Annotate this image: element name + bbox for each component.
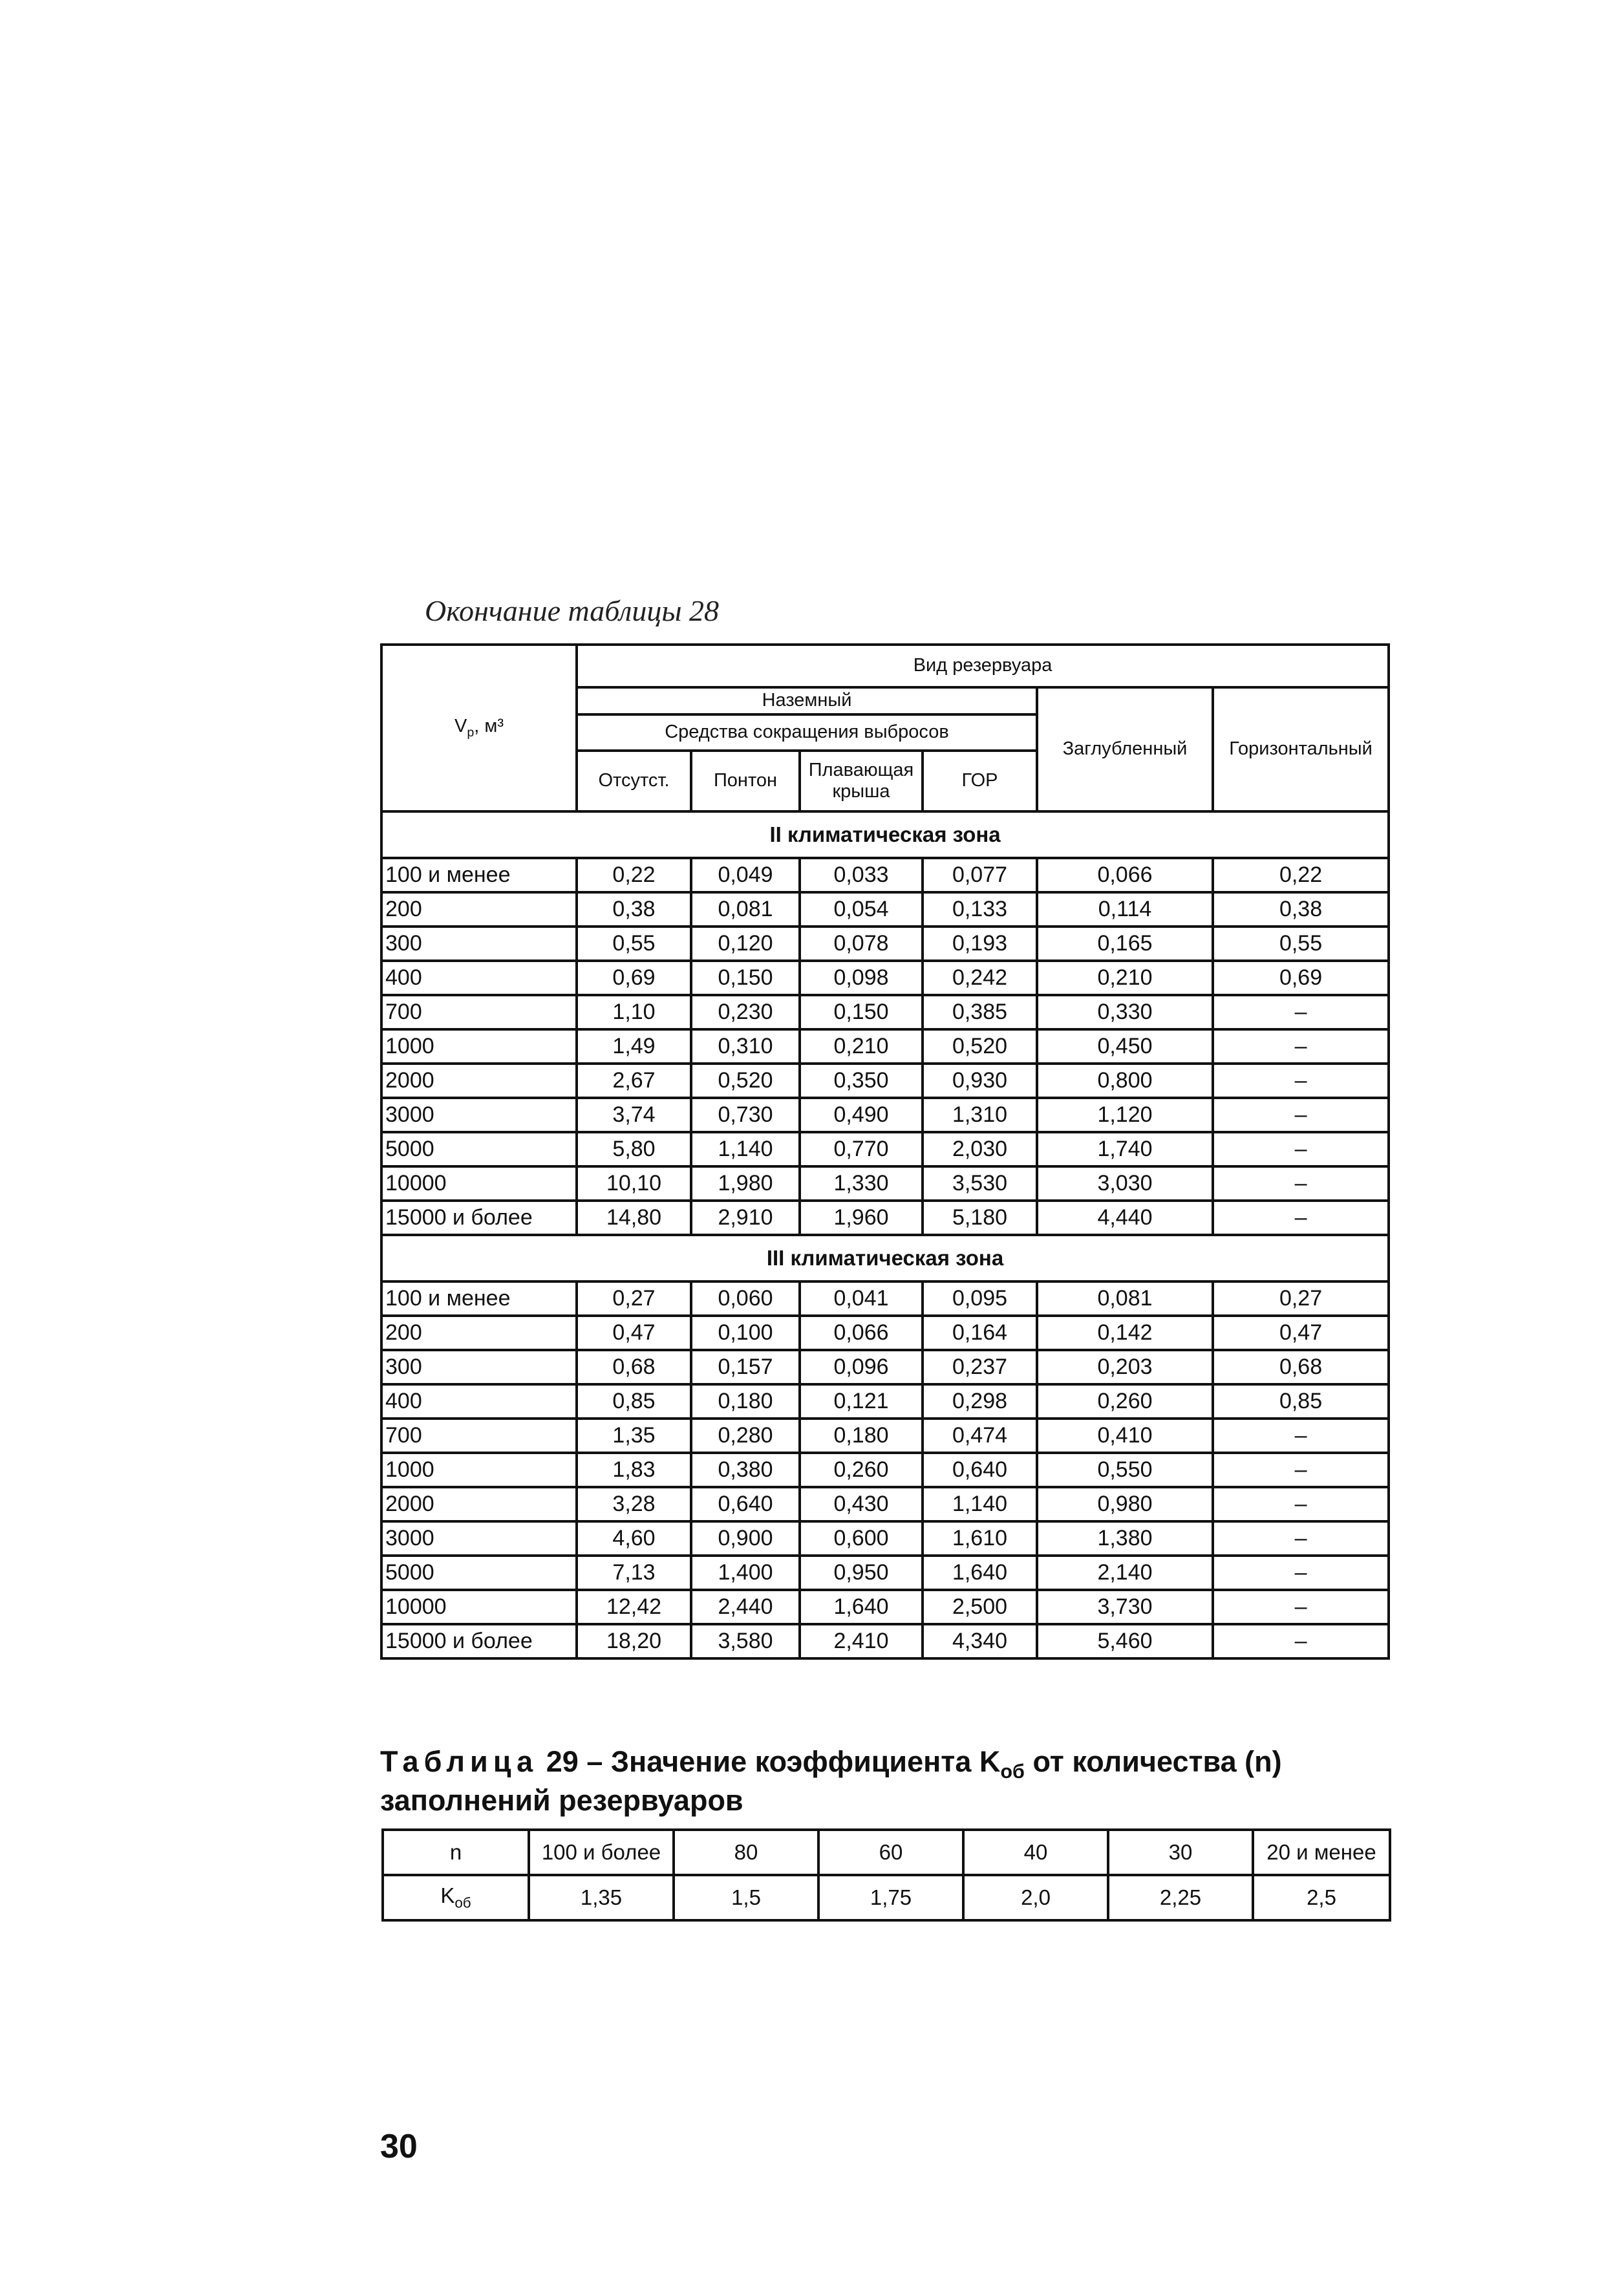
- cell: 0,054: [800, 892, 923, 927]
- cell: 2,25: [1108, 1875, 1253, 1920]
- row-label: 400: [381, 1384, 577, 1419]
- cell: –: [1213, 1098, 1389, 1132]
- cell: 0,230: [691, 995, 800, 1029]
- cell: 0,600: [800, 1521, 923, 1556]
- table-row: [381, 1453, 1389, 1487]
- table-29-title: 29 – Значение коэффициента K: [538, 1745, 1001, 1778]
- cell: –: [1213, 1521, 1389, 1556]
- cell: 2,140: [1037, 1556, 1213, 1590]
- table-28: [380, 643, 1390, 1660]
- cell: 1,330: [800, 1166, 923, 1201]
- cell: 3,74: [577, 1098, 691, 1132]
- zone-header-row: [381, 811, 1389, 858]
- cell: 30: [1108, 1830, 1253, 1875]
- cell: –: [1213, 1453, 1389, 1487]
- cell: 0,049: [691, 858, 800, 892]
- table-29-caption: [380, 1744, 1389, 1817]
- cell: 0,520: [923, 1029, 1037, 1064]
- table-row: [381, 892, 1389, 927]
- table-29-row-n: [383, 1830, 1390, 1875]
- header-col-floating-roof: Плавающая крыша: [800, 751, 923, 811]
- cell: 0,078: [800, 927, 923, 961]
- row-label: 400: [381, 961, 577, 995]
- cell: –: [1213, 995, 1389, 1029]
- cell: 0,081: [691, 892, 800, 927]
- table-row: [381, 995, 1389, 1029]
- cell: 1,640: [800, 1590, 923, 1624]
- table-row: [381, 1419, 1389, 1453]
- cell: 1,83: [577, 1453, 691, 1487]
- table-row: [381, 1556, 1389, 1590]
- cell: 0,066: [800, 1316, 923, 1350]
- cell: 1,610: [923, 1521, 1037, 1556]
- cell: 1,49: [577, 1029, 691, 1064]
- cell: 0,203: [1037, 1350, 1213, 1384]
- cell: 1,400: [691, 1556, 800, 1590]
- cell: 0,900: [691, 1521, 800, 1556]
- table-row: [381, 858, 1389, 892]
- table-row: [381, 1064, 1389, 1098]
- cell: 0,85: [1213, 1384, 1389, 1419]
- row-label: 2000: [381, 1064, 577, 1098]
- cell: 0,060: [691, 1281, 800, 1316]
- cell: 0,121: [800, 1384, 923, 1419]
- cell: 0,033: [800, 858, 923, 892]
- cell: 0,237: [923, 1350, 1037, 1384]
- cell: 3,580: [691, 1624, 800, 1658]
- cell: 0,120: [691, 927, 800, 961]
- cell: 0,150: [691, 961, 800, 995]
- cell: 0,210: [800, 1029, 923, 1064]
- cell: 0,770: [800, 1132, 923, 1166]
- cell: 2,910: [691, 1201, 800, 1235]
- table-29-title-line2: заполнений резервуаров: [380, 1784, 743, 1817]
- cell: 4,60: [577, 1521, 691, 1556]
- page-number: 30: [380, 2128, 418, 2165]
- cell: 0,68: [1213, 1350, 1389, 1384]
- cell: 0,85: [577, 1384, 691, 1419]
- cell: 1,140: [923, 1487, 1037, 1521]
- cell: 0,69: [577, 961, 691, 995]
- zone-header-row: [381, 1235, 1389, 1281]
- cell: 0,55: [1213, 927, 1389, 961]
- row-label: 10000: [381, 1590, 577, 1624]
- cell: 40: [963, 1830, 1108, 1875]
- cell: 14,80: [577, 1201, 691, 1235]
- cell: 2,500: [923, 1590, 1037, 1624]
- cell: 0,081: [1037, 1281, 1213, 1316]
- table-row: [381, 1350, 1389, 1384]
- cell: –: [1213, 1556, 1389, 1590]
- cell: 20 и менее: [1253, 1830, 1390, 1875]
- cell: –: [1213, 1487, 1389, 1521]
- cell: –: [1213, 1132, 1389, 1166]
- table-29-row-k: [383, 1875, 1390, 1920]
- cell: 0,098: [800, 961, 923, 995]
- cell: 0,450: [1037, 1029, 1213, 1064]
- table-row: [381, 1316, 1389, 1350]
- cell: 0,330: [1037, 995, 1213, 1029]
- header-col-horizontal: Горизонтальный: [1213, 687, 1389, 811]
- row-label: 200: [381, 1316, 577, 1350]
- cell: 4,440: [1037, 1201, 1213, 1235]
- row-label: 700: [381, 1419, 577, 1453]
- cell: 0,193: [923, 927, 1037, 961]
- cell: 0,041: [800, 1281, 923, 1316]
- zone-title: II климатическая зона: [381, 811, 1389, 858]
- header-col-gor: ГОР: [923, 751, 1037, 811]
- cell: 0,55: [577, 927, 691, 961]
- cell: 0,260: [1037, 1384, 1213, 1419]
- cell: 0,157: [691, 1350, 800, 1384]
- row-label: 300: [381, 927, 577, 961]
- cell: 0,280: [691, 1419, 800, 1453]
- cell: 0,180: [691, 1384, 800, 1419]
- cell: 0,27: [577, 1281, 691, 1316]
- cell-k-label: $K_{об}$: [383, 1875, 529, 1920]
- table-28-body: [381, 811, 1389, 1658]
- table-29-label: Таблица: [380, 1745, 539, 1778]
- table-row: [381, 1521, 1389, 1556]
- row-label: 100 и менее: [381, 858, 577, 892]
- row-label: 300: [381, 1350, 577, 1384]
- cell: 0,730: [691, 1098, 800, 1132]
- cell: 100 и более: [529, 1830, 674, 1875]
- cell: 18,20: [577, 1624, 691, 1658]
- cell: 2,410: [800, 1624, 923, 1658]
- table-row: [381, 961, 1389, 995]
- cell: 0,142: [1037, 1316, 1213, 1350]
- row-label: 5000: [381, 1556, 577, 1590]
- cell: 0,150: [800, 995, 923, 1029]
- table-row: [381, 1166, 1389, 1201]
- table-29: [381, 1828, 1391, 1922]
- header-above-ground: Наземный: [577, 687, 1037, 714]
- cell: 60: [818, 1830, 963, 1875]
- cell: 0,550: [1037, 1453, 1213, 1487]
- cell: 0,096: [800, 1350, 923, 1384]
- cell: 0,640: [691, 1487, 800, 1521]
- cell: 1,380: [1037, 1521, 1213, 1556]
- row-label: 1000: [381, 1453, 577, 1487]
- cell: 5,460: [1037, 1624, 1213, 1658]
- cell: 3,530: [923, 1166, 1037, 1201]
- cell: 0,410: [1037, 1419, 1213, 1453]
- cell: 0,385: [923, 995, 1037, 1029]
- table-28-continuation-caption: Окончание таблицы 28: [425, 594, 719, 627]
- table-29-title-sub: об: [1000, 1761, 1025, 1783]
- cell: 7,13: [577, 1556, 691, 1590]
- cell: 0,38: [1213, 892, 1389, 927]
- cell: 0,298: [923, 1384, 1037, 1419]
- row-label: 1000: [381, 1029, 577, 1064]
- cell: 0,22: [1213, 858, 1389, 892]
- header-col-absent: Отсутст.: [577, 751, 691, 811]
- cell: 0,22: [577, 858, 691, 892]
- table-29-title-rest: от количества (n): [1024, 1745, 1282, 1778]
- cell: 0,114: [1037, 892, 1213, 927]
- header-reduction-means: Средства сокращения выбросов: [577, 714, 1037, 751]
- row-label: 700: [381, 995, 577, 1029]
- cell: 0,350: [800, 1064, 923, 1098]
- cell: 1,5: [674, 1875, 818, 1920]
- cell: 3,030: [1037, 1166, 1213, 1201]
- cell: 0,474: [923, 1419, 1037, 1453]
- row-label: 100 и менее: [381, 1281, 577, 1316]
- cell: 0,165: [1037, 927, 1213, 961]
- cell: 0,100: [691, 1316, 800, 1350]
- cell: –: [1213, 1590, 1389, 1624]
- cell: 5,80: [577, 1132, 691, 1166]
- cell: 0,950: [800, 1556, 923, 1590]
- cell: 0,930: [923, 1064, 1037, 1098]
- header-vp: $V_р$, м³: [381, 645, 577, 811]
- cell: –: [1213, 1624, 1389, 1658]
- cell: 0,38: [577, 892, 691, 927]
- row-label: 15000 и более: [381, 1201, 577, 1235]
- cell: 0,520: [691, 1064, 800, 1098]
- cell: 1,35: [577, 1419, 691, 1453]
- cell: 0,68: [577, 1350, 691, 1384]
- cell: 1,310: [923, 1098, 1037, 1132]
- row-label: 15000 и более: [381, 1624, 577, 1658]
- row-label: 2000: [381, 1487, 577, 1521]
- cell: 1,640: [923, 1556, 1037, 1590]
- table-row: [381, 1487, 1389, 1521]
- header-col-buried: Заглубленный: [1037, 687, 1213, 811]
- cell: 0,077: [923, 858, 1037, 892]
- cell: 12,42: [577, 1590, 691, 1624]
- table-row: [381, 1098, 1389, 1132]
- cell: 2,0: [963, 1875, 1108, 1920]
- table-row: [381, 1384, 1389, 1419]
- cell: 2,67: [577, 1064, 691, 1098]
- cell: 80: [674, 1830, 818, 1875]
- table-row: [381, 927, 1389, 961]
- cell: 1,120: [1037, 1098, 1213, 1132]
- zone-title: III климатическая зона: [381, 1235, 1389, 1281]
- cell: 0,242: [923, 961, 1037, 995]
- cell: –: [1213, 1029, 1389, 1064]
- cell: –: [1213, 1419, 1389, 1453]
- cell: –: [1213, 1201, 1389, 1235]
- table-row: [381, 1281, 1389, 1316]
- cell: 1,75: [818, 1875, 963, 1920]
- cell: 0,164: [923, 1316, 1037, 1350]
- cell: 0,69: [1213, 961, 1389, 995]
- cell: –: [1213, 1064, 1389, 1098]
- cell: 0,260: [800, 1453, 923, 1487]
- row-label: 200: [381, 892, 577, 927]
- cell: 1,10: [577, 995, 691, 1029]
- cell: 4,340: [923, 1624, 1037, 1658]
- cell: 0,27: [1213, 1281, 1389, 1316]
- cell: 0,066: [1037, 858, 1213, 892]
- table-row: [381, 1132, 1389, 1166]
- cell: 0,47: [1213, 1316, 1389, 1350]
- cell-n-label: n: [383, 1830, 529, 1875]
- row-label: 3000: [381, 1098, 577, 1132]
- cell: 0,210: [1037, 961, 1213, 995]
- row-label: 10000: [381, 1166, 577, 1201]
- cell: 0,980: [1037, 1487, 1213, 1521]
- cell: 2,030: [923, 1132, 1037, 1166]
- header-col-pontoon: Понтон: [691, 751, 800, 811]
- header-tank-type: Вид резервуара: [577, 645, 1389, 687]
- cell: 1,140: [691, 1132, 800, 1166]
- cell: 0,800: [1037, 1064, 1213, 1098]
- cell: 1,980: [691, 1166, 800, 1201]
- cell: 0,380: [691, 1453, 800, 1487]
- cell: 1,740: [1037, 1132, 1213, 1166]
- cell: 10,10: [577, 1166, 691, 1201]
- cell: 2,5: [1253, 1875, 1390, 1920]
- cell: 0,430: [800, 1487, 923, 1521]
- row-label: 5000: [381, 1132, 577, 1166]
- cell: 0,095: [923, 1281, 1037, 1316]
- cell: 3,28: [577, 1487, 691, 1521]
- cell: 0,180: [800, 1419, 923, 1453]
- table-row: [381, 1590, 1389, 1624]
- cell: –: [1213, 1166, 1389, 1201]
- cell: 3,730: [1037, 1590, 1213, 1624]
- cell: 0,310: [691, 1029, 800, 1064]
- cell: 0,47: [577, 1316, 691, 1350]
- cell: 1,35: [529, 1875, 674, 1920]
- cell: 2,440: [691, 1590, 800, 1624]
- table-row: [381, 1624, 1389, 1658]
- table-row: [381, 1201, 1389, 1235]
- cell: 1,960: [800, 1201, 923, 1235]
- cell: 5,180: [923, 1201, 1037, 1235]
- table-row: [381, 1029, 1389, 1064]
- row-label: 3000: [381, 1521, 577, 1556]
- cell: 0,490: [800, 1098, 923, 1132]
- cell: 0,640: [923, 1453, 1037, 1487]
- cell: 0,133: [923, 892, 1037, 927]
